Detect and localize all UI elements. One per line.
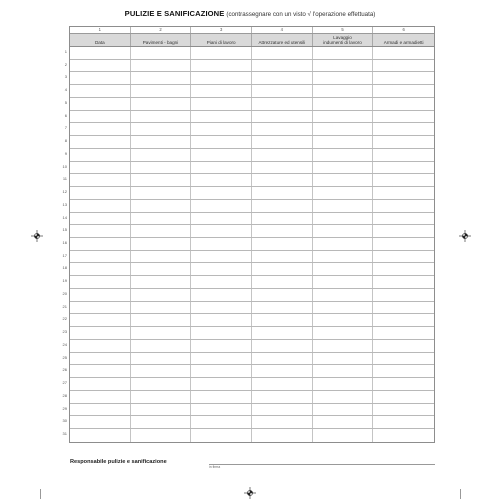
row-number: 23: [62, 329, 67, 335]
table-cell[interactable]: [313, 302, 374, 314]
table-cell[interactable]: [70, 187, 131, 199]
table-cell[interactable]: [252, 85, 313, 97]
table-row: [70, 47, 434, 60]
table-cell[interactable]: [373, 238, 434, 250]
table-cell[interactable]: [131, 111, 192, 123]
table-cell[interactable]: [252, 302, 313, 314]
table-cell[interactable]: [70, 72, 131, 84]
row-number: 24: [62, 341, 67, 347]
column-header-piani-di-lavoro: Piani di lavoro: [191, 34, 252, 46]
table-cell[interactable]: [252, 340, 313, 352]
table-cell[interactable]: [70, 263, 131, 275]
table-cell[interactable]: [131, 378, 192, 390]
table-cell[interactable]: [70, 416, 131, 428]
table-cell[interactable]: [131, 314, 192, 326]
column-header-attrezzature: Attrezzature ed utensili: [252, 34, 313, 46]
row-number: 10: [62, 163, 67, 169]
table-cell[interactable]: [70, 213, 131, 225]
row-number: 31: [62, 431, 67, 437]
table-cell[interactable]: [252, 289, 313, 301]
table-cell[interactable]: [191, 98, 252, 110]
table-cell[interactable]: [313, 391, 374, 403]
table-row: [70, 404, 434, 417]
table-row: [70, 263, 434, 276]
table-cell[interactable]: [252, 251, 313, 263]
table-cell[interactable]: [373, 111, 434, 123]
table-cell[interactable]: [191, 174, 252, 186]
table-body: [70, 47, 434, 442]
column-number: 3: [191, 27, 252, 33]
table-cell[interactable]: [70, 327, 131, 339]
table-cell[interactable]: [131, 365, 192, 377]
table-cell[interactable]: [313, 340, 374, 352]
table-cell[interactable]: [373, 47, 434, 59]
table-row: [70, 340, 434, 353]
table-cell[interactable]: [373, 302, 434, 314]
table-cell[interactable]: [373, 85, 434, 97]
table-cell[interactable]: [131, 340, 192, 352]
table-cell[interactable]: [191, 289, 252, 301]
table-cell[interactable]: [252, 123, 313, 135]
table-cell[interactable]: [70, 200, 131, 212]
table-cell[interactable]: [313, 365, 374, 377]
row-number: 1: [64, 49, 67, 54]
table-cell[interactable]: [191, 85, 252, 97]
row-number: 4: [64, 87, 67, 93]
table-cell[interactable]: [191, 47, 252, 59]
table-cell[interactable]: [70, 378, 131, 390]
table-cell[interactable]: [252, 98, 313, 110]
table-cell[interactable]: [373, 123, 434, 135]
table-cell[interactable]: [131, 85, 192, 97]
row-number: 12: [62, 189, 67, 195]
table-cell[interactable]: [313, 225, 374, 237]
registration-mark-right-icon: [459, 230, 471, 242]
table-cell[interactable]: [70, 85, 131, 97]
table-cell[interactable]: [131, 429, 192, 442]
table-cell[interactable]: [313, 416, 374, 428]
table-cell[interactable]: [373, 276, 434, 288]
table-row: [70, 314, 434, 327]
table-cell[interactable]: [373, 98, 434, 110]
table-cell[interactable]: [131, 47, 192, 59]
row-number: 3: [64, 74, 67, 80]
column-number-header: [70, 27, 434, 34]
row-number: 14: [62, 214, 67, 220]
table-cell[interactable]: [131, 60, 192, 72]
table-cell[interactable]: [191, 162, 252, 174]
row-number: 27: [62, 380, 67, 386]
table-cell[interactable]: [373, 340, 434, 352]
table-cell[interactable]: [191, 263, 252, 275]
table-cell[interactable]: [131, 391, 192, 403]
table-cell[interactable]: [252, 187, 313, 199]
table-row: [70, 251, 434, 264]
table-cell[interactable]: [313, 200, 374, 212]
table-cell[interactable]: [252, 276, 313, 288]
table-cell[interactable]: [313, 123, 374, 135]
table-cell[interactable]: [191, 149, 252, 161]
table-cell[interactable]: [313, 85, 374, 97]
table-cell[interactable]: [373, 429, 434, 442]
table-cell[interactable]: [252, 149, 313, 161]
table-row: [70, 60, 434, 73]
table-cell[interactable]: [131, 353, 192, 365]
row-number: 16: [62, 240, 67, 246]
table-cell[interactable]: [252, 416, 313, 428]
title-main: PULIZIE E SANIFICAZIONE: [124, 9, 225, 18]
table-cell[interactable]: [191, 391, 252, 403]
table-row: [70, 98, 434, 111]
row-number: 30: [62, 418, 67, 424]
table-cell[interactable]: [70, 404, 131, 416]
row-number: 11: [62, 176, 67, 182]
table-cell[interactable]: [313, 314, 374, 326]
row-number: 6: [64, 112, 67, 118]
table-cell[interactable]: [191, 327, 252, 339]
table-cell[interactable]: [191, 251, 252, 263]
table-cell[interactable]: [313, 149, 374, 161]
table-row: [70, 289, 434, 302]
column-number: 4: [252, 27, 313, 33]
table-row: [70, 123, 434, 136]
table-cell[interactable]: [252, 327, 313, 339]
column-number: 6: [402, 27, 405, 32]
table-row: [70, 327, 434, 340]
table-cell[interactable]: [373, 60, 434, 72]
table-cell[interactable]: [191, 187, 252, 199]
table-cell[interactable]: [131, 327, 192, 339]
table-cell[interactable]: [131, 149, 192, 161]
registration-mark-bottom-icon: [244, 487, 256, 499]
table-cell[interactable]: [191, 213, 252, 225]
table-cell[interactable]: [191, 200, 252, 212]
row-number: 17: [62, 252, 67, 258]
table-cell[interactable]: [313, 327, 374, 339]
table-cell[interactable]: [313, 136, 374, 148]
table-cell[interactable]: [313, 174, 374, 186]
row-number: 8: [64, 138, 67, 144]
table-row: [70, 174, 434, 187]
page-title: [0, 9, 500, 19]
table-row: [70, 353, 434, 366]
table-cell[interactable]: [313, 47, 374, 59]
row-number: 29: [62, 405, 67, 411]
table-cell[interactable]: [191, 123, 252, 135]
table-cell[interactable]: [313, 111, 374, 123]
table-cell[interactable]: [70, 251, 131, 263]
table-cell[interactable]: [252, 263, 313, 275]
table-cell[interactable]: [70, 225, 131, 237]
table-cell[interactable]: [373, 263, 434, 275]
table-cell[interactable]: [252, 162, 313, 174]
table-cell[interactable]: [131, 263, 192, 275]
table-cell[interactable]: [252, 429, 313, 442]
table-cell[interactable]: [131, 302, 192, 314]
table-cell[interactable]: [252, 391, 313, 403]
column-label-header: [70, 34, 434, 47]
table-cell[interactable]: [373, 162, 434, 174]
table-cell[interactable]: [131, 225, 192, 237]
table-cell[interactable]: [191, 276, 252, 288]
table-cell[interactable]: [70, 47, 131, 59]
table-cell[interactable]: [313, 213, 374, 225]
table-cell[interactable]: [70, 111, 131, 123]
column-header-pavimenti-bagni: Pavimenti - bagni: [131, 34, 192, 46]
table-cell[interactable]: [313, 162, 374, 174]
table-cell[interactable]: [191, 60, 252, 72]
table-row: [70, 276, 434, 289]
table-row: [70, 111, 434, 124]
table-cell[interactable]: [252, 72, 313, 84]
row-number: 9: [64, 150, 67, 156]
column-header-armadi: Armadi e armadietti: [383, 39, 424, 45]
table-cell[interactable]: [373, 353, 434, 365]
table-cell[interactable]: [313, 378, 374, 390]
table-cell[interactable]: [373, 327, 434, 339]
row-number: 20: [62, 290, 67, 296]
table-row: [70, 391, 434, 404]
table-cell[interactable]: [313, 238, 374, 250]
table-cell[interactable]: [131, 200, 192, 212]
table-row: [70, 187, 434, 200]
table-cell[interactable]: [131, 238, 192, 250]
table-cell[interactable]: [191, 404, 252, 416]
table-cell[interactable]: [191, 314, 252, 326]
table-cell[interactable]: [191, 416, 252, 428]
row-number: 5: [64, 99, 67, 105]
table-cell[interactable]: [373, 200, 434, 212]
table-row: [70, 200, 434, 213]
column-header-lavaggio-indumenti: Lavaggio indumenti di lavoro: [313, 34, 374, 46]
table-cell[interactable]: [252, 111, 313, 123]
row-number: 22: [62, 316, 67, 322]
table-cell[interactable]: [373, 391, 434, 403]
responsible-label: Responsabile pulizie e sanificazione: [70, 459, 167, 465]
table-cell[interactable]: [373, 136, 434, 148]
table-row: [70, 85, 434, 98]
trim-mark: [40, 489, 41, 499]
table-cell[interactable]: [70, 136, 131, 148]
table-cell[interactable]: [70, 429, 131, 442]
table-cell[interactable]: [70, 162, 131, 174]
table-cell[interactable]: [131, 276, 192, 288]
table-cell[interactable]: [131, 123, 192, 135]
table-cell[interactable]: [131, 213, 192, 225]
table-row: [70, 213, 434, 226]
table-cell[interactable]: [252, 365, 313, 377]
table-cell[interactable]: [313, 187, 374, 199]
table-cell[interactable]: [70, 98, 131, 110]
table-cell[interactable]: [131, 98, 192, 110]
column-number: 1: [70, 27, 131, 33]
table-row: [70, 378, 434, 391]
table-cell[interactable]: [252, 314, 313, 326]
table-row: [70, 162, 434, 175]
table-row: [70, 149, 434, 162]
table-cell[interactable]: [313, 263, 374, 275]
row-number: 26: [62, 367, 67, 373]
table-cell[interactable]: [70, 60, 131, 72]
row-number: 7: [64, 125, 67, 131]
table-cell[interactable]: [131, 404, 192, 416]
table-row: [70, 72, 434, 85]
table-cell[interactable]: [373, 251, 434, 263]
table-row: [70, 302, 434, 315]
table-cell[interactable]: [252, 200, 313, 212]
table-cell[interactable]: [191, 353, 252, 365]
table-cell[interactable]: [313, 276, 374, 288]
table-cell[interactable]: [252, 225, 313, 237]
table-cell[interactable]: [70, 314, 131, 326]
table-cell[interactable]: [131, 289, 192, 301]
title-subtitle: (contrassegnare con un visto √ l'operazione effettuata): [226, 11, 376, 18]
table-cell[interactable]: [131, 251, 192, 263]
table-cell[interactable]: [70, 340, 131, 352]
table-row: [70, 225, 434, 238]
row-number: 15: [62, 227, 67, 233]
table-cell[interactable]: [191, 225, 252, 237]
registration-mark-left-icon: [31, 230, 43, 242]
column-header-data: Data: [70, 34, 131, 46]
table-cell[interactable]: [70, 353, 131, 365]
table-cell[interactable]: [131, 416, 192, 428]
table-cell[interactable]: [191, 111, 252, 123]
table-cell[interactable]: [373, 72, 434, 84]
row-number: 19: [62, 278, 67, 284]
table-cell[interactable]: [252, 378, 313, 390]
table-cell[interactable]: [373, 365, 434, 377]
table-cell[interactable]: [373, 289, 434, 301]
table-cell[interactable]: [131, 136, 192, 148]
register-table: [69, 26, 435, 443]
table-cell[interactable]: [373, 174, 434, 186]
table-cell[interactable]: [252, 213, 313, 225]
table-cell[interactable]: [252, 353, 313, 365]
row-number: 21: [62, 303, 67, 309]
table-cell[interactable]: [373, 187, 434, 199]
table-cell[interactable]: [191, 340, 252, 352]
column-number: 5: [313, 27, 374, 33]
table-cell[interactable]: [191, 378, 252, 390]
table-cell[interactable]: [313, 98, 374, 110]
row-number: 28: [62, 392, 67, 398]
table-row: [70, 238, 434, 251]
table-cell[interactable]: [313, 289, 374, 301]
table-cell[interactable]: [313, 353, 374, 365]
table-cell[interactable]: [131, 72, 192, 84]
table-row: [70, 136, 434, 149]
table-cell[interactable]: [373, 314, 434, 326]
signature-line[interactable]: [209, 464, 435, 465]
table-cell[interactable]: [131, 162, 192, 174]
table-cell[interactable]: [252, 238, 313, 250]
table-cell[interactable]: [252, 174, 313, 186]
row-number: 2: [64, 61, 67, 67]
table-cell[interactable]: [70, 174, 131, 186]
table-row: [70, 365, 434, 378]
table-cell[interactable]: [252, 60, 313, 72]
table-cell[interactable]: [313, 404, 374, 416]
signature-caption: in firma: [209, 465, 221, 469]
table-cell[interactable]: [373, 149, 434, 161]
table-row: [70, 416, 434, 429]
table-cell[interactable]: [373, 378, 434, 390]
table-cell[interactable]: [191, 238, 252, 250]
column-number: 2: [131, 27, 192, 33]
row-number: 18: [62, 265, 67, 271]
trim-mark: [460, 489, 461, 499]
table-cell[interactable]: [191, 72, 252, 84]
table-cell[interactable]: [252, 47, 313, 59]
table-cell[interactable]: [70, 149, 131, 161]
table-cell[interactable]: [131, 174, 192, 186]
row-number: 13: [62, 201, 67, 207]
table-cell[interactable]: [373, 416, 434, 428]
table-cell[interactable]: [313, 72, 374, 84]
table-cell[interactable]: [191, 429, 252, 442]
table-cell[interactable]: [191, 365, 252, 377]
table-cell[interactable]: [70, 391, 131, 403]
table-cell[interactable]: [373, 213, 434, 225]
table-cell[interactable]: [70, 276, 131, 288]
table-cell[interactable]: [313, 429, 374, 442]
table-cell[interactable]: [252, 404, 313, 416]
table-cell[interactable]: [313, 251, 374, 263]
table-cell[interactable]: [373, 225, 434, 237]
table-cell[interactable]: [313, 60, 374, 72]
table-cell[interactable]: [70, 302, 131, 314]
table-cell[interactable]: [191, 136, 252, 148]
row-number-column: [56, 46, 68, 441]
table-cell[interactable]: [70, 238, 131, 250]
table-cell[interactable]: [70, 123, 131, 135]
table-cell[interactable]: [191, 302, 252, 314]
table-cell[interactable]: [252, 136, 313, 148]
row-number: 25: [62, 354, 67, 360]
table-cell[interactable]: [131, 187, 192, 199]
table-row: [70, 429, 434, 442]
table-cell[interactable]: [70, 365, 131, 377]
table-cell[interactable]: [70, 289, 131, 301]
table-cell[interactable]: [373, 404, 434, 416]
